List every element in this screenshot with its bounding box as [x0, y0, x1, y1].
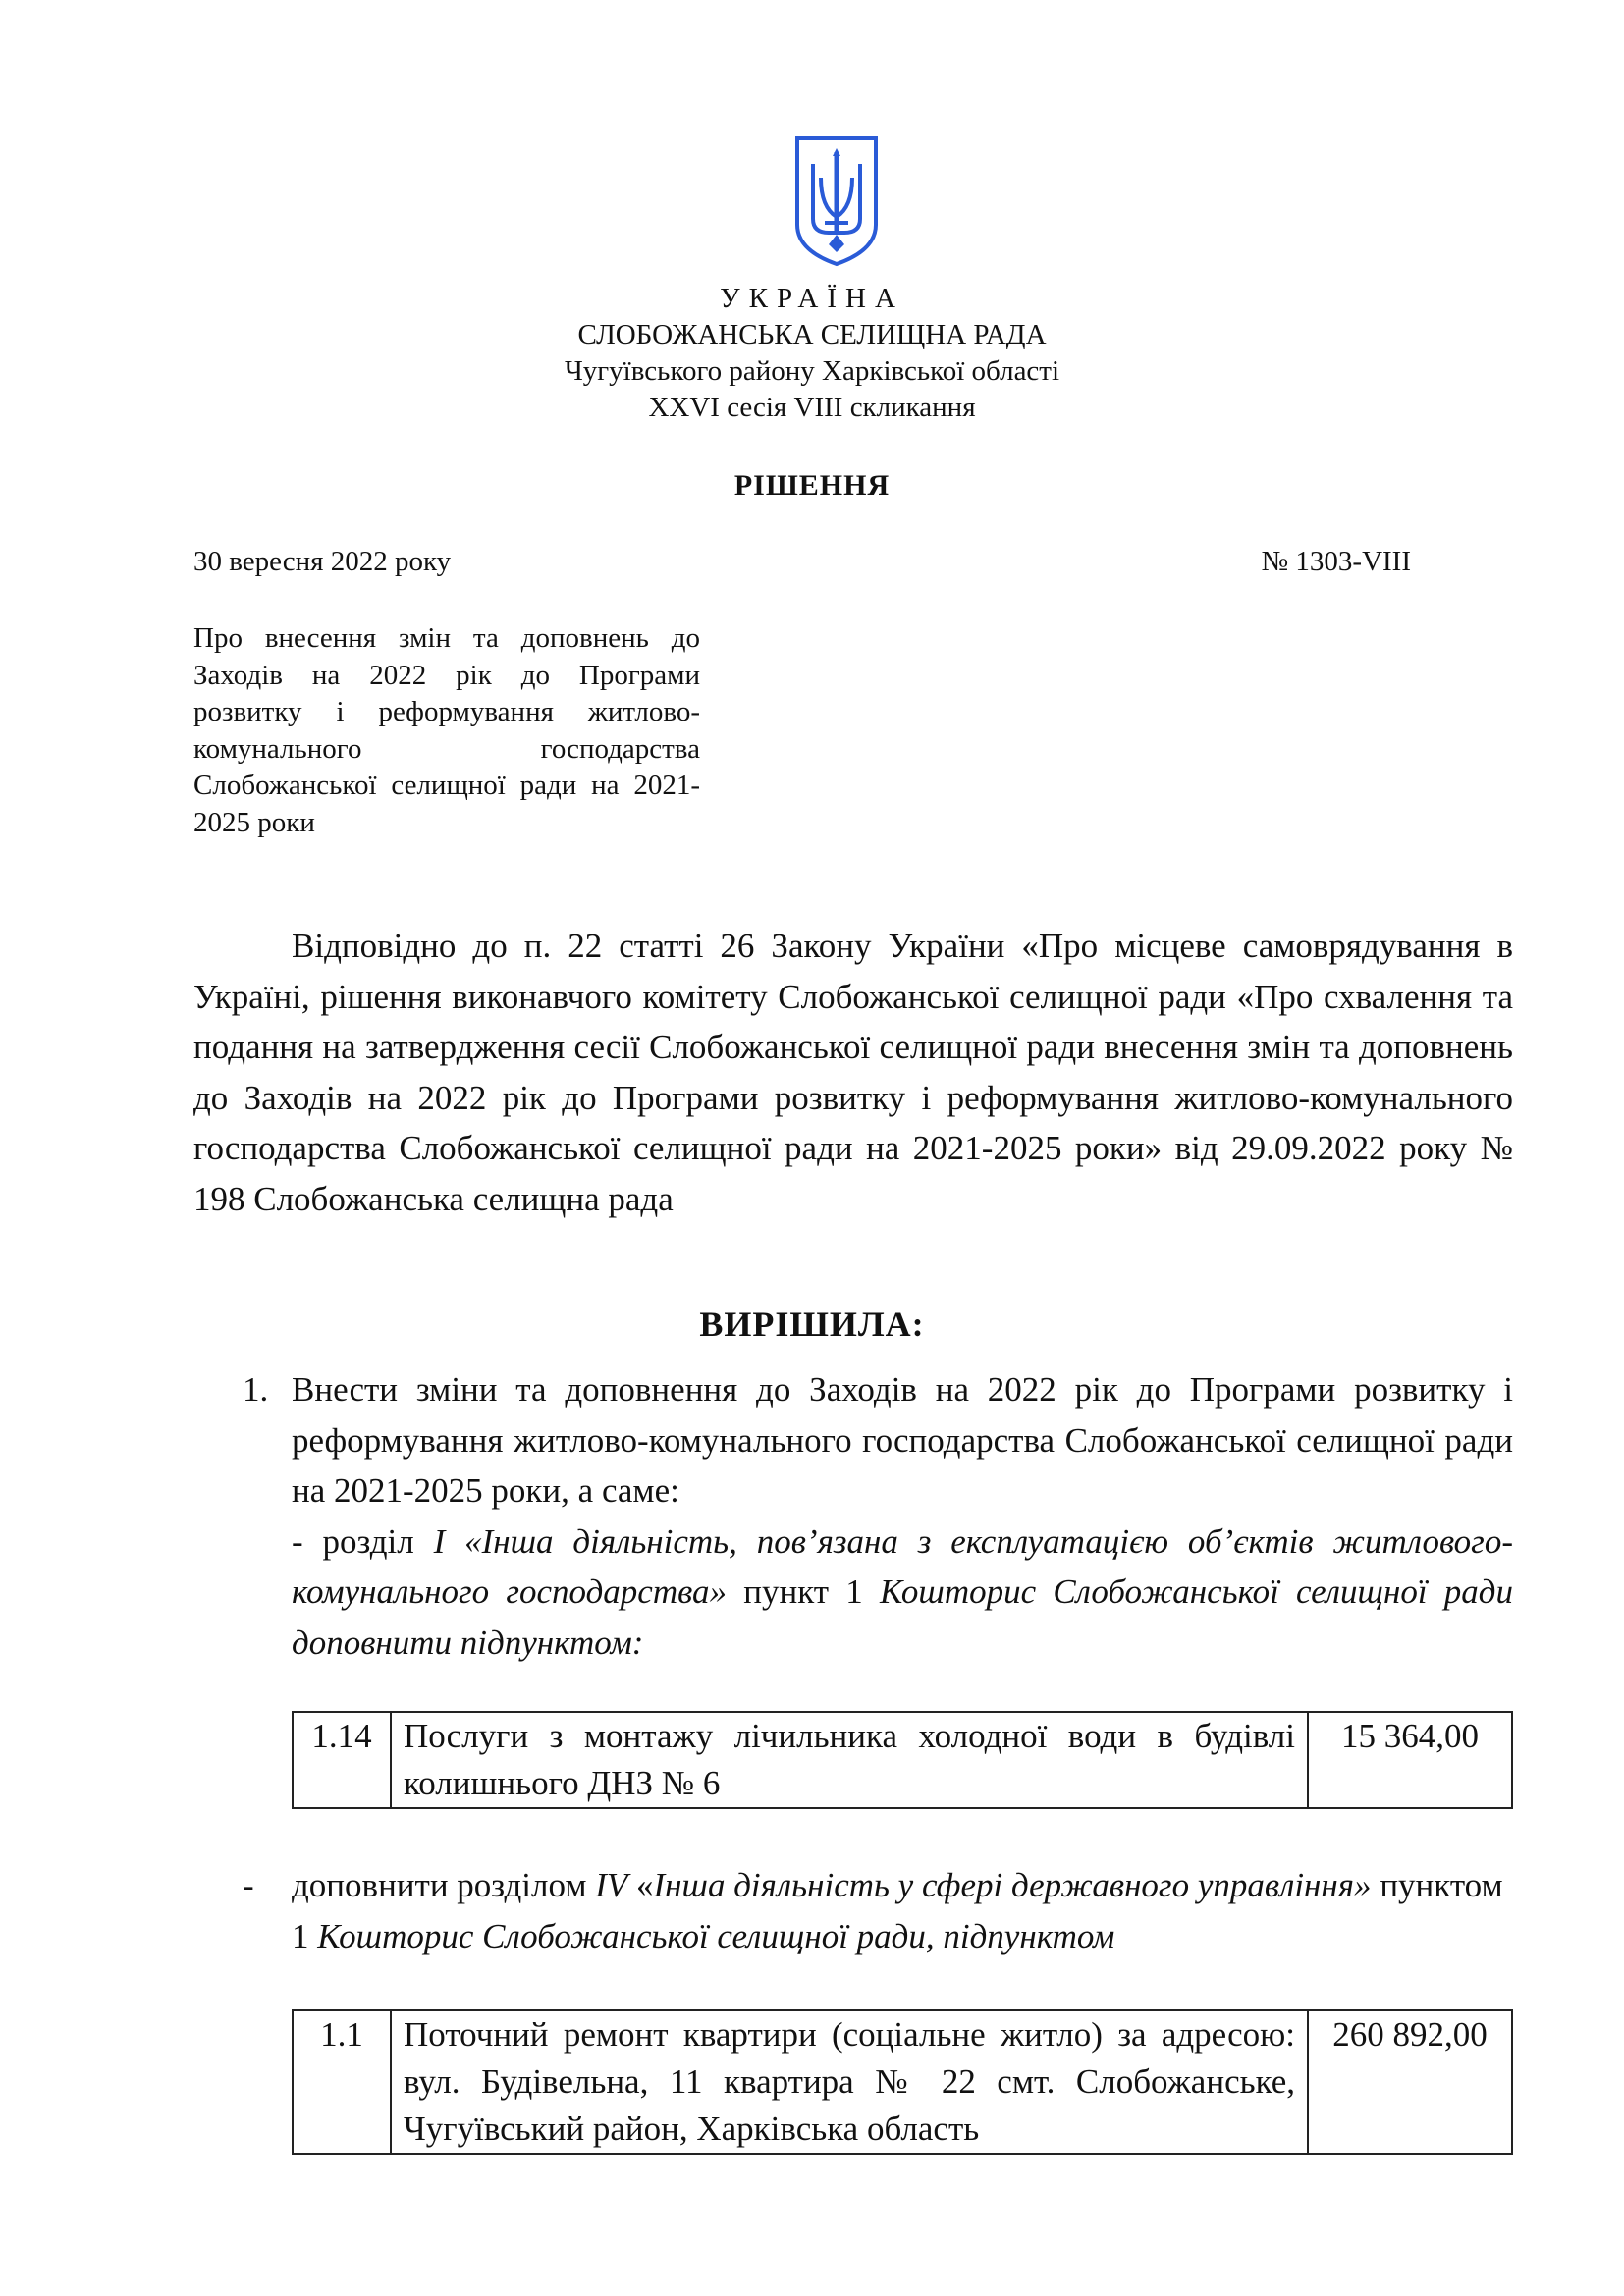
- table-row: [293, 1712, 1512, 1808]
- coat-of-arms-icon: [791, 134, 882, 268]
- decision-subject: Про внесення змін та доповнень до Заходів на 2022 рік до Програми розвитку і реформування житлово-комунального господарства Слобожанської селищної ради на 2021-2025 роки: [193, 622, 700, 838]
- item-2-section-number: IV: [595, 1866, 628, 1904]
- resolved-heading: ВИРІШИЛА:: [699, 1305, 925, 1344]
- table-row: [293, 2010, 1512, 2154]
- header-council: СЛОБОЖАНСЬКА СЕЛИЩНА РАДА: [577, 319, 1047, 350]
- item-2-quote: «: [627, 1866, 654, 1904]
- row-amount: 260 892,00: [1308, 2010, 1512, 2154]
- sub-prefix: - розділ: [292, 1522, 434, 1561]
- header-district: Чугуївського району Харківської області: [564, 355, 1060, 387]
- sub-mid: пункт 1: [727, 1573, 880, 1611]
- amendment-table-2: [292, 2009, 1513, 2155]
- date-number-line: [193, 546, 1411, 578]
- item-2-section-title: Інша діяльність у сфері державного управління»: [653, 1866, 1372, 1904]
- row-code: 1.1: [293, 2010, 391, 2154]
- item-2-point: пунктом 1: [292, 1866, 1503, 1955]
- row-code: 1.14: [293, 1712, 391, 1808]
- item-number: 1.: [243, 1370, 269, 1409]
- item-2-text: [292, 1860, 1513, 1961]
- amendment-table-1: [292, 1711, 1513, 1809]
- item-text: Внести зміни та доповнення до Заходів на 2022 рік до Програми розвитку і реформування житлово-комунального господарства Слобожанської селищної ради на 2021-2025 роки, а саме:: [292, 1370, 1513, 1510]
- document-type: РІШЕННЯ: [733, 469, 891, 502]
- decision-number: № 1303-VIII: [1261, 546, 1411, 577]
- resolution-item-1: [243, 1364, 1513, 1668]
- header-session: XXVI сесія VIII скликання: [648, 392, 976, 423]
- row-description: Послуги з монтажу лічильника холодної води в будівлі колишнього ДНЗ № 6: [391, 1712, 1308, 1808]
- sub-section-title: I «Інша діяльність, пов’язана з експлуатацією об’єктів житлового-комунального господарства»: [292, 1522, 1513, 1611]
- item-2-prefix: доповнити розділом: [292, 1866, 596, 1904]
- row-amount: 15 364,00: [1308, 1712, 1512, 1808]
- item-dash: -: [243, 1866, 254, 1904]
- item-subsection: [292, 1517, 1513, 1669]
- row-description: Поточний ремонт квартири (соціальне житло) за адресою: вул. Будівельна, 11 квартира № 22 смт. Слобожанське, Чугуївський район, Харківська область: [391, 2010, 1308, 2154]
- preamble-paragraph: Відповідно до п. 22 статті 26 Закону України «Про місцеве самоврядування в Україні, рішення виконавчого комітету Слобожанської селищної ради «Про схвалення та подання на затвердження сесії Слобожанської селищної ради внесення змін та доповнень до Заходів на 2022 рік до Програми розвитку і реформування житлово-комунального господарства Слобожанської селищної ради на 2021-2025 роки» від 29.09.2022 року № 198 Слобожанська селищна рада: [193, 927, 1513, 1218]
- sub-estimate: Кошторис Слобожанської селищної ради доповнити підпунктом:: [292, 1573, 1513, 1662]
- item-2-estimate: Кошторис Слобожанської селищної ради, підпунктом: [317, 1916, 1115, 1955]
- resolution-item-2: [243, 1860, 1513, 1961]
- decision-date: 30 вересня 2022 року: [193, 546, 452, 577]
- country-name: УКРАЇНА: [720, 283, 904, 314]
- header-country: [0, 281, 1624, 316]
